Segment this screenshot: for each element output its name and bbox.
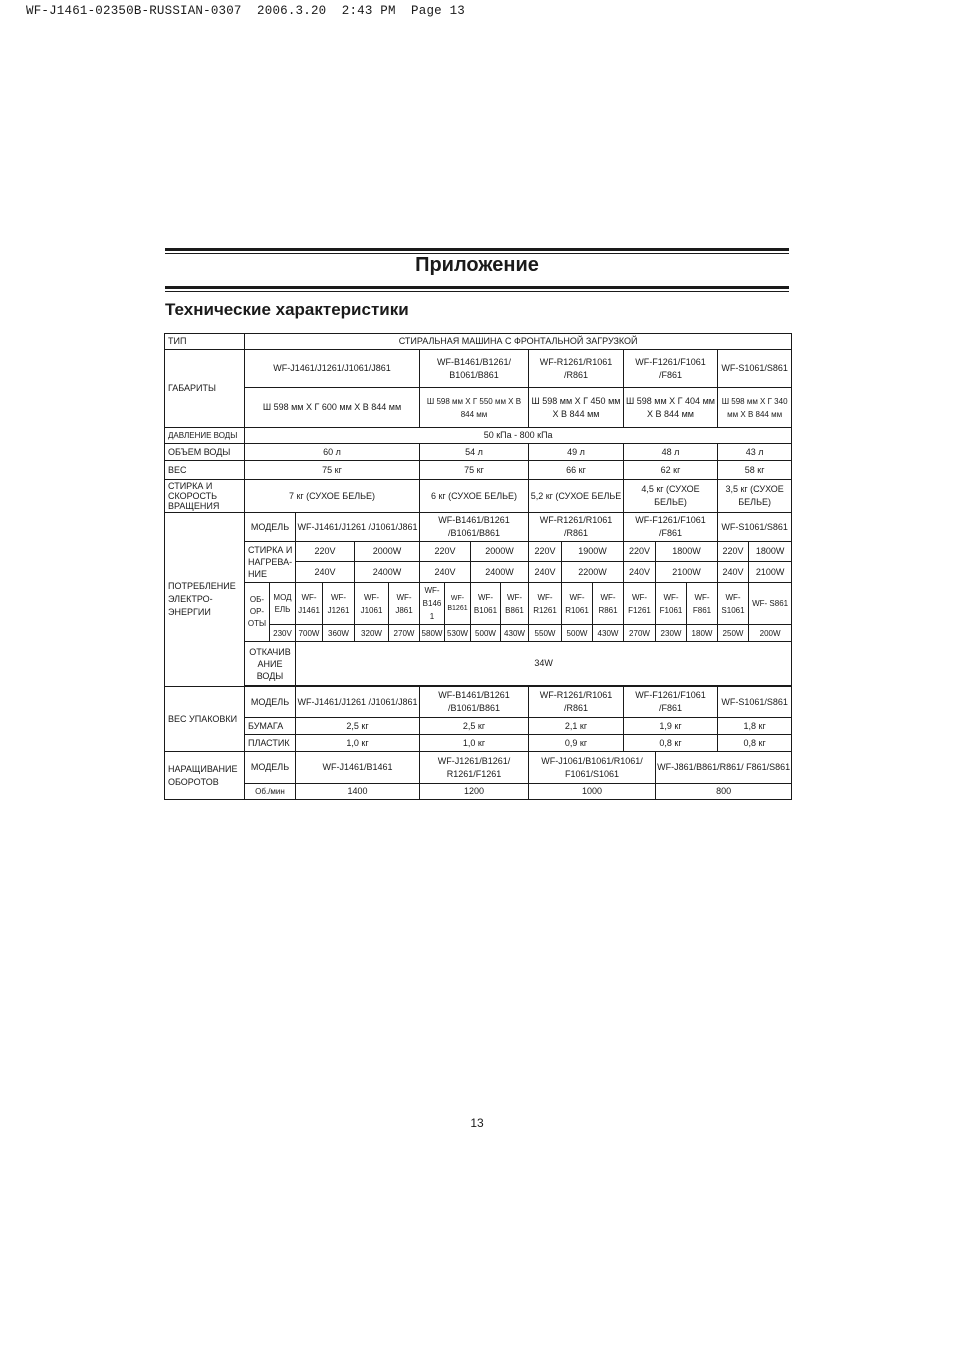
rpm-label: Об./мин (245, 784, 296, 800)
plastic-cell: 1,0 кг (420, 735, 529, 752)
capacity-cell: 3,5 кг (СУХОЕ БЕЛЬЕ) (718, 480, 792, 513)
capacity-cell: 7 кг (СУХОЕ БЕЛЬЕ) (245, 480, 420, 513)
pressure-label: ДАВЛЕНИЕ ВОДЫ (165, 428, 245, 444)
paper-cell: 1,9 кг (624, 718, 718, 735)
paper-cell: 2,5 кг (296, 718, 420, 735)
spin-label: ОБ- ОР- ОТЫ (245, 583, 270, 642)
table-row (165, 388, 792, 428)
title-rule-bottom-thin (165, 291, 789, 292)
dimension-cell: Ш 598 мм X Г 404 мм X В 844 мм (624, 388, 718, 428)
model-cell: WF-B1461/B1261/ B1061/B861 (420, 350, 529, 388)
spin-watt-cell: 360W (323, 625, 355, 642)
power-model-cell: WF-F1261/F1061 /F861 (624, 513, 718, 542)
paper-cell: 2,1 кг (529, 718, 624, 735)
watt-cell: 1800W (749, 542, 792, 562)
pack-model-cell: WF-S1061/S861 (718, 687, 792, 718)
table-row (165, 444, 792, 461)
voltage-cell: 220V (296, 542, 355, 562)
paper-cell: 1,8 кг (718, 718, 792, 735)
spin-model-cell: WF- S1061 (718, 583, 749, 625)
spin-watt-cell: 500W (562, 625, 593, 642)
spin-watt-cell: 700W (296, 625, 323, 642)
watt-cell: 2400W (471, 562, 529, 583)
spin-watt-cell: 270W (624, 625, 656, 642)
type-value: СТИРАЛЬНАЯ МАШИНА С ФРОНТАЛЬНОЙ ЗАГРУЗКОЙ (245, 334, 792, 350)
voltage-cell: 240V (296, 562, 355, 583)
weight-cell: 66 кг (529, 461, 624, 480)
page-title: Приложение (415, 254, 539, 276)
water-cell: 49 л (529, 444, 624, 461)
weight-cell: 75 кг (420, 461, 529, 480)
spin-watt-cell: 580W (420, 625, 445, 642)
table-row (165, 642, 792, 686)
spin-watt-cell: 250W (718, 625, 749, 642)
voltage-cell: 240V (718, 562, 749, 583)
spin-model-cell: WF- F1261 (624, 583, 656, 625)
spin-up-label: НАРАЩИВАНИЕ ОБОРОТОВ (165, 752, 245, 800)
drain-value: 34W (296, 642, 792, 686)
title-rule-top (165, 248, 789, 251)
power-model-cell: WF-S1061/S861 (718, 513, 792, 542)
table-row (165, 583, 792, 625)
spin-watt-cell: 550W (529, 625, 562, 642)
spin-watt-cell: 180W (687, 625, 718, 642)
spin-model-cell: WF- J1461 (296, 583, 323, 625)
plastic-cell: 0,8 кг (624, 735, 718, 752)
dimensions-label: ГАБАРИТЫ (165, 350, 245, 428)
pack-model-cell: WF-F1261/F1061 /F861 (624, 687, 718, 718)
spin-model-cell: WF- J1061 (355, 583, 389, 625)
spec-table (164, 333, 792, 800)
spin-up-model-cell: WF-J1061/B1061/R1061/ F1061/S1061 (529, 752, 656, 784)
spin-watt-cell: 270W (389, 625, 420, 642)
table-row (165, 687, 792, 718)
spin-model-cell: WF- R1261 (529, 583, 562, 625)
model-cell: WF-S1061/S861 (718, 350, 792, 388)
watt-cell: 1900W (562, 542, 624, 562)
watt-cell: 2000W (471, 542, 529, 562)
voltage-cell: 220V (624, 542, 656, 562)
table-row (165, 752, 792, 784)
capacity-cell: 6 кг (СУХОЕ БЕЛЬЕ) (420, 480, 529, 513)
weight-label: ВЕС (165, 461, 245, 480)
voltage-cell: 240V (624, 562, 656, 583)
table-row (165, 735, 792, 752)
dimension-cell: Ш 598 мм X Г 550 мм X В 844 мм (420, 388, 529, 428)
spin-model-cell: WF- R1061 (562, 583, 593, 625)
power-model-cell: WF-B1461/B1261 /B1061/B861 (420, 513, 529, 542)
spin-model-cell: WF- S861 (749, 583, 792, 625)
spin-model-cell: WF- R861 (593, 583, 624, 625)
weight-cell: 62 кг (624, 461, 718, 480)
weight-cell: 75 кг (245, 461, 420, 480)
spin-model-cell: WF- J861 (389, 583, 420, 625)
rpm-cell: 1200 (420, 784, 529, 800)
spin-model-label: МОД ЕЛЬ (270, 583, 296, 625)
rpm-cell: 1400 (296, 784, 420, 800)
table-row (165, 513, 792, 542)
spin-model-cell: WF- B1061 (471, 583, 501, 625)
table-row (165, 428, 792, 444)
dimension-cell: Ш 598 мм X Г 450 мм X В 844 мм (529, 388, 624, 428)
plastic-cell: 0,9 кг (529, 735, 624, 752)
pack-model-cell: WF-J1461/J1261 /J1061/J861 (296, 687, 420, 718)
capacity-cell: 5,2 кг (СУХОЕ БЕЛЬЕ (529, 480, 624, 513)
spin-up-model-cell: WF-J1261/B1261/ R1261/F1261 (420, 752, 529, 784)
spin-model-cell: WF- F861 (687, 583, 718, 625)
spin-watt-cell: 430W (593, 625, 624, 642)
table-row (165, 542, 792, 562)
power-model-cell: WF-R1261/R1061 /R861 (529, 513, 624, 542)
capacity-cell: 4,5 кг (СУХОЕ БЕЛЬЕ) (624, 480, 718, 513)
section-title: Технические характеристики (165, 300, 409, 319)
paper-cell: 2,5 кг (420, 718, 529, 735)
pack-label: ВЕС УПАКОВКИ (165, 687, 245, 752)
water-cell: 48 л (624, 444, 718, 461)
title-rule-bottom (165, 286, 789, 289)
spin-up-model-label: МОДЕЛЬ (245, 752, 296, 784)
spin-watt-cell: 430W (501, 625, 529, 642)
table-row (165, 350, 792, 388)
model-cell: WF-R1261/R1061 /R861 (529, 350, 624, 388)
watt-cell: 2100W (749, 562, 792, 583)
plastic-cell: 0,8 кг (718, 735, 792, 752)
paper-label: БУМАГА (245, 718, 296, 735)
watt-cell: 2100W (656, 562, 718, 583)
spin-watt-cell: 200W (749, 625, 792, 642)
watt-cell: 2000W (355, 542, 420, 562)
pressure-value: 50 кПа - 800 кПа (245, 428, 792, 444)
drain-label: ОТКАЧИВ АНИЕ ВОДЫ (245, 642, 296, 686)
table-row (165, 461, 792, 480)
voltage-cell: 220V (420, 542, 471, 562)
voltage-cell: 240V (420, 562, 471, 583)
model-cell: WF-J1461/J1261/J1061/J861 (245, 350, 420, 388)
print-header: WF-J1461-02350B-RUSSIAN-0307 2006.3.20 2:43 PM Page 13 (26, 4, 465, 18)
dimension-cell: Ш 598 мм X Г 340 мм X В 844 мм (718, 388, 792, 428)
weight-cell: 58 кг (718, 461, 792, 480)
power-label: ПОТРЕБЛЕНИЕ ЭЛЕКТРО- ЭНЕРГИИ (165, 513, 245, 687)
spin-up-model-cell: WF-J861/B861/R861/ F861/S861 (656, 752, 792, 784)
table-row (165, 334, 792, 350)
voltage-cell: 220V (718, 542, 749, 562)
spin-watt-cell: 500W (471, 625, 501, 642)
pack-model-label: МОДЕЛЬ (245, 687, 296, 718)
rpm-cell: 800 (656, 784, 792, 800)
table-row (165, 718, 792, 735)
spin-watt-cell: 230W (656, 625, 687, 642)
wash-heat-label: СТИРКА И НАГРЕВА- НИЕ (245, 542, 296, 583)
watt-cell: 2200W (562, 562, 624, 583)
power-model-cell: WF-J1461/J1261 /J1061/J861 (296, 513, 420, 542)
spin-watt-cell: 530W (445, 625, 471, 642)
water-cell: 43 л (718, 444, 792, 461)
spin-model-cell: WF- B1261 (445, 583, 471, 625)
water-cell: 54 л (420, 444, 529, 461)
voltage-cell: 240V (529, 562, 562, 583)
table-row (165, 480, 792, 513)
spin-model-cell: WF- B1461 (420, 583, 445, 625)
type-label: ТИП (165, 334, 245, 350)
spin-up-model-cell: WF-J1461/B1461 (296, 752, 420, 784)
watt-cell: 1800W (656, 542, 718, 562)
spin-model-cell: WF- J1261 (323, 583, 355, 625)
rpm-cell: 1000 (529, 784, 656, 800)
pack-model-cell: WF-R1261/R1061 /R861 (529, 687, 624, 718)
spin-model-cell: WF- F1061 (656, 583, 687, 625)
capacity-label: СТИРКА И СКОРОСТЬ ВРАЩЕНИЯ (165, 480, 245, 513)
spin-watt-cell: 320W (355, 625, 389, 642)
spin-voltage: 230V (270, 625, 296, 642)
pack-model-cell: WF-B1461/B1261 /B1061/B861 (420, 687, 529, 718)
dimension-cell: Ш 598 мм X Г 600 мм X В 844 мм (245, 388, 420, 428)
page-number: 13 (470, 1116, 484, 1130)
water-label: ОБЪЕМ ВОДЫ (165, 444, 245, 461)
power-model-label: МОДЕЛЬ (245, 513, 296, 542)
plastic-label: ПЛАСТИК (245, 735, 296, 752)
watt-cell: 2400W (355, 562, 420, 583)
spin-model-cell: WF- B861 (501, 583, 529, 625)
voltage-cell: 220V (529, 542, 562, 562)
plastic-cell: 1,0 кг (296, 735, 420, 752)
table-row (165, 784, 792, 800)
water-cell: 60 л (245, 444, 420, 461)
model-cell: WF-F1261/F1061 /F861 (624, 350, 718, 388)
